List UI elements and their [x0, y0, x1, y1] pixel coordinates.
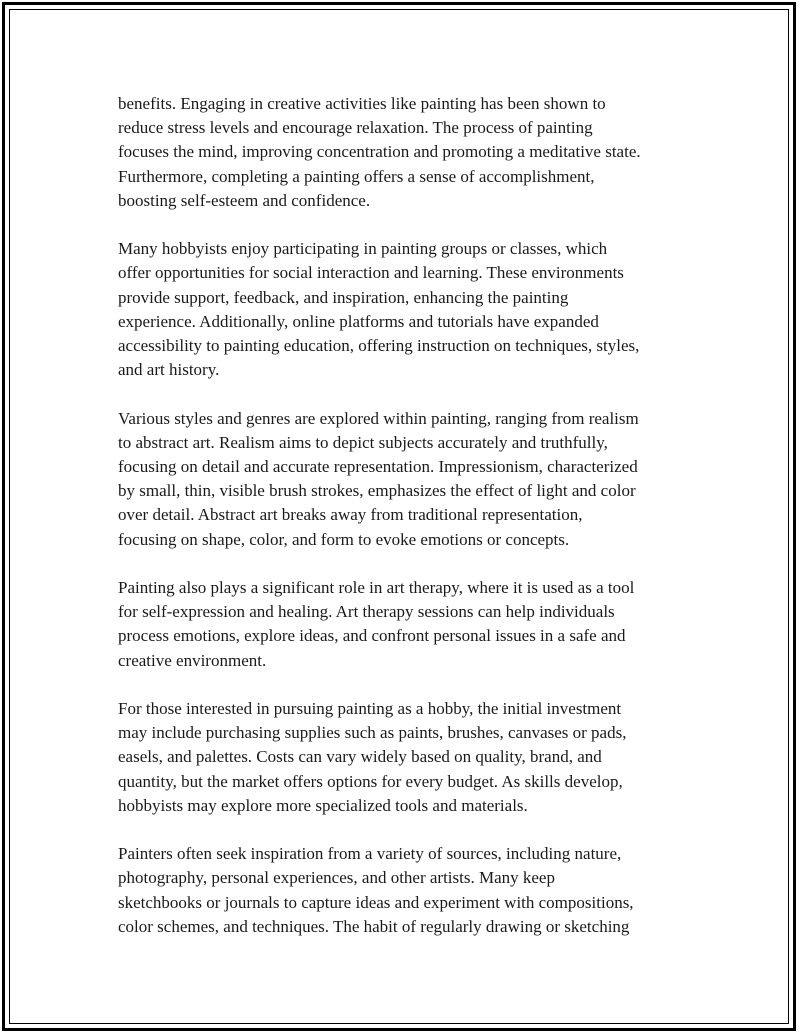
paragraph-groups-classes — [118, 237, 698, 382]
text-line: quantity, but the market offers options for every budget. As skills develop, — [118, 771, 623, 791]
text-line: photography, personal experiences, and other artists. Many keep — [118, 868, 555, 888]
text-line: Painters often seek inspiration from a variety of sources, including nature, — [118, 844, 622, 864]
text-line: Many hobbyists enjoy participating in painting groups or classes, which — [118, 239, 608, 259]
paragraph-inspiration — [118, 842, 698, 939]
paragraph-benefits — [118, 92, 698, 213]
text-line: hobbyists may explore more specialized tools and materials. — [118, 795, 528, 815]
text-line: over detail. Abstract art breaks away from traditional representation, — [118, 505, 583, 525]
text-line: focuses the mind, improving concentration and promoting a meditative state. — [118, 142, 641, 162]
text-line: experience. Additionally, online platforms and tutorials have expanded — [118, 311, 599, 331]
text-line: accessibility to painting education, offering instruction on techniques, styles, — [118, 336, 640, 356]
text-line: sketchbooks or journals to capture ideas and experiment with compositions, — [118, 892, 634, 912]
text-line: for self-expression and healing. Art therapy sessions can help individuals — [118, 602, 615, 622]
text-line: reduce stress levels and encourage relaxation. The process of painting — [118, 118, 593, 138]
text-line: color schemes, and techniques. The habit of regularly drawing or sketching — [118, 916, 630, 936]
text-line: focusing on detail and accurate representation. Impressionism, characterized — [118, 457, 638, 477]
text-line: may include purchasing supplies such as paints, brushes, canvases or pads, — [118, 723, 627, 743]
text-line: easels, and palettes. Costs can vary widely based on quality, brand, and — [118, 747, 602, 767]
text-line: offer opportunities for social interaction and learning. These environments — [118, 263, 624, 283]
text-line: and art history. — [118, 360, 220, 380]
text-line: Various styles and genres are explored within painting, ranging from realism — [118, 408, 639, 428]
text-line: to abstract art. Realism aims to depict subjects accurately and truthfully, — [118, 432, 608, 452]
paragraph-art-therapy — [118, 576, 698, 673]
text-line: Painting also plays a significant role in art therapy, where it is used as a tool — [118, 578, 635, 598]
text-line: provide support, feedback, and inspiration, enhancing the painting — [118, 287, 569, 307]
text-line: focusing on shape, color, and form to evoke emotions or concepts. — [118, 529, 570, 549]
paragraph-styles-genres — [118, 407, 698, 552]
document-body — [118, 92, 698, 963]
text-line: Furthermore, completing a painting offers a sense of accomplishment, — [118, 166, 595, 186]
text-line: by small, thin, visible brush strokes, emphasizes the effect of light and color — [118, 481, 636, 501]
paragraph-supplies — [118, 697, 698, 818]
text-line: process emotions, explore ideas, and confront personal issues in a safe and — [118, 626, 626, 646]
text-line: creative environment. — [118, 650, 267, 670]
text-line: benefits. Engaging in creative activities like painting has been shown to — [118, 94, 606, 113]
text-line: For those interested in pursuing painting as a hobby, the initial investment — [118, 699, 622, 719]
text-line: boosting self-esteem and confidence. — [118, 190, 371, 210]
